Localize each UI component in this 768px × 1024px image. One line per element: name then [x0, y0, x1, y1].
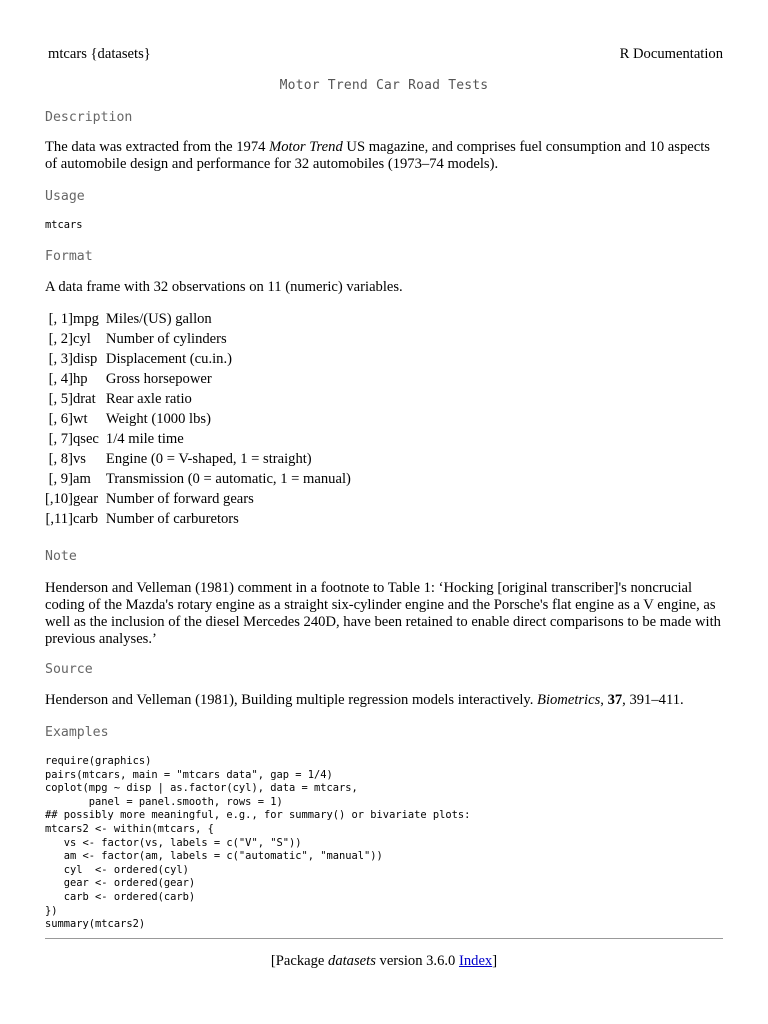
package-name: datasets [328, 953, 376, 969]
format-variable: vs [72, 451, 86, 467]
r-documentation-label: R Documentation [619, 46, 723, 62]
format-row [45, 471, 354, 491]
format-index: [,11] [45, 511, 73, 527]
format-variable: drat [72, 391, 96, 407]
format-index: [, 8] [48, 451, 73, 467]
format-variable: hp [72, 371, 88, 387]
format-index: [,10] [45, 491, 73, 507]
source-text: Henderson and Velleman (1981), Building multiple regression models interactively. Biometrics, 37, 391–411. [45, 692, 684, 708]
format-index: [, 9] [48, 471, 73, 487]
format-variable: mpg [72, 311, 99, 327]
format-variable: qsec [72, 431, 99, 447]
format-heading: Format [45, 249, 93, 264]
footer: [Package datasets version 3.6.0 Index] [270, 953, 498, 969]
format-row [45, 411, 354, 431]
format-variable: am [72, 471, 91, 487]
format-row [45, 371, 354, 391]
doc-header [45, 46, 723, 63]
format-index: [, 2] [48, 331, 73, 347]
source-heading: Source [45, 662, 93, 677]
magazine-name: Motor Trend [269, 139, 343, 155]
format-index: [, 5] [48, 391, 73, 407]
footer-divider [45, 938, 723, 939]
examples-code: require(graphics) pairs(mtcars, main = "mtcars data", gap = 1/4) coplot(mpg ~ disp | as.factor(cyl), data = mtcars, panel = panel.smooth, rows = 1) ## possibly more meaningful, e.g., for summary() or bivariate plots: mtcars2 <- within(mtcars, { vs <- factor(vs, labels = c("V", "S")) am <- factor(am, labels = c("automatic", "manual")) cyl <- ordered(cyl) gear <- ordered(gear) carb <- ordered(carb) }) summary(mtcars2) [45, 755, 471, 931]
format-row [45, 311, 354, 331]
format-row [45, 351, 354, 371]
format-description: Number of cylinders [105, 331, 227, 347]
format-description: 1/4 mile time [105, 431, 184, 447]
format-variable: cyl [72, 331, 91, 347]
format-variable: gear [72, 491, 99, 507]
format-description: Number of forward gears [105, 491, 254, 507]
format-row [45, 431, 354, 451]
format-description: Number of carburetors [105, 511, 239, 527]
usage-heading: Usage [45, 189, 85, 204]
format-row [45, 451, 354, 471]
format-variable: carb [72, 511, 99, 527]
topic-label: mtcars {datasets} [48, 46, 151, 62]
format-description: Gross horsepower [105, 371, 212, 387]
format-row [45, 331, 354, 351]
description-text: The data was extracted from the 1974 Motor Trend US magazine, and comprises fuel consumption and 10 aspects of automobile design and performance for 32 automobiles (1973–74 models). [45, 139, 710, 172]
format-index: [, 3] [48, 351, 73, 367]
format-index: [, 6] [48, 411, 73, 427]
format-index: [, 4] [48, 371, 73, 387]
format-variable: wt [72, 411, 88, 427]
examples-heading: Examples [45, 725, 109, 740]
format-index: [, 7] [48, 431, 73, 447]
journal-volume: 37 [607, 692, 623, 708]
usage-code: mtcars [45, 219, 83, 231]
format-variable: disp [72, 351, 98, 367]
page-title: Motor Trend Car Road Tests [279, 78, 489, 93]
format-description: Engine (0 = V-shaped, 1 = straight) [105, 451, 312, 467]
format-row [45, 491, 354, 511]
description-heading: Description [45, 110, 133, 125]
format-table [45, 311, 354, 531]
format-description: Displacement (cu.in.) [105, 351, 232, 367]
format-description: Rear axle ratio [105, 391, 192, 407]
format-row [45, 391, 354, 411]
format-text: A data frame with 32 observations on 11 (numeric) variables. [45, 279, 403, 295]
format-description: Miles/(US) gallon [105, 311, 212, 327]
index-link[interactable]: Index [458, 953, 493, 969]
format-description: Transmission (0 = automatic, 1 = manual) [105, 471, 351, 487]
journal-name: Biometrics [537, 692, 601, 708]
format-description: Weight (1000 lbs) [105, 411, 211, 427]
format-row [45, 511, 354, 531]
format-index: [, 1] [48, 311, 73, 327]
note-text: Henderson and Velleman (1981) comment in a footnote to Table 1: ‘Hocking [original transcriber]'s noncrucial coding of the Mazda's rotary engine as a straight six-cylinder engine and the Porsche's flat engine as a V engine, as well as the inclusion of the diesel Mercedes 240D, have been retained to enable direct comparisons to be made with previous analyses.’ [45, 580, 721, 647]
note-heading: Note [45, 549, 77, 564]
